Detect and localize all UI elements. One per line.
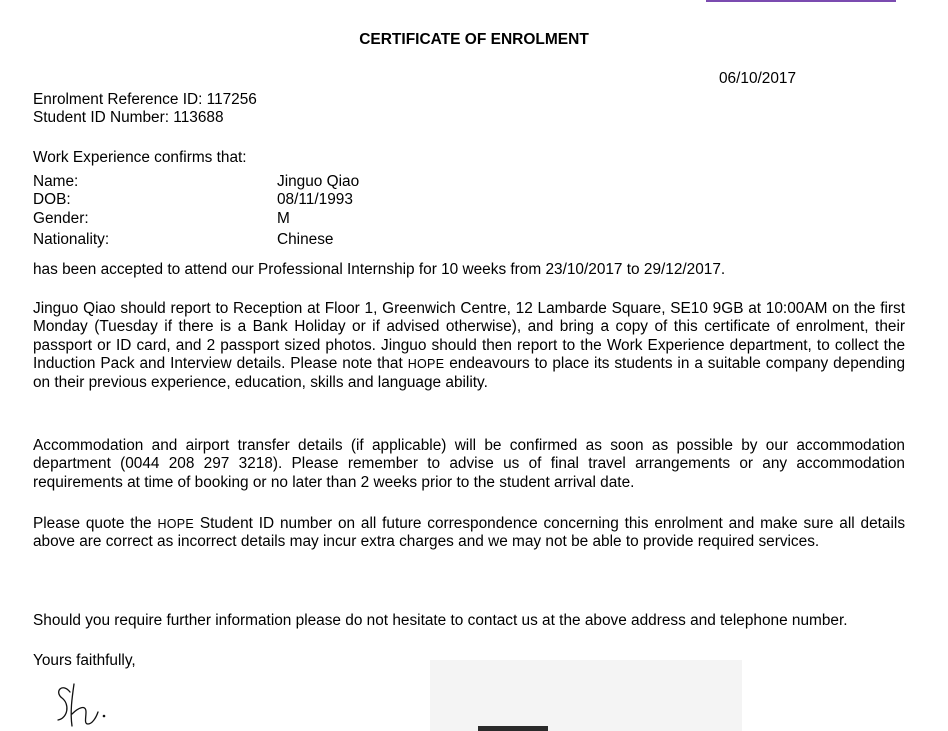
quote-text-continued: Student ID number on all future correspondence concerning this enrolment and make sure all details above are correct as incorrect details may incur extra charges and we may not be able to provide required services.	[33, 515, 906, 551]
nationality-label: Nationality:	[33, 231, 110, 248]
signature-image	[52, 678, 132, 731]
confirm-intro: Work Experience confirms that:	[33, 149, 247, 166]
top-accent-line	[706, 0, 896, 2]
student-id-number: Student ID Number: 113688	[33, 109, 224, 126]
nationality-value: Chinese	[277, 231, 334, 248]
name-value: Jinguo Qiao	[277, 173, 360, 190]
dob-label: DOB:	[33, 191, 71, 208]
quote-text: Please quote the	[33, 515, 152, 532]
reporting-text: Jinguo Qiao should report to Reception at Floor 1, Greenwich Centre, 12 Lambarde Square, SE10 9GB at 10:00AM on the first Monday (Tuesday if there is a Bank Holiday or if advised otherwise), and bring a copy of this certificate of enrolment, their passport or ID card, and 2 passport sized photos. Jinguo should then report to the Work Experience department, to collect the Induction Pack and Interview details. Please note that	[33, 300, 905, 373]
gender-value: M	[277, 210, 290, 227]
accommodation-paragraph: Accommodation and airport transfer details (if applicable) will be confirmed as soon as possible by our accommodation department (0044 208 297 3218). Please remember to advise us of final travel arrangements or any accommodation requirements at time of booking or no later than 2 weeks prior to the student arrival date.	[33, 437, 905, 491]
reporting-text-continued: endeavours to place its students in a suitable company depending on their previous experience, education, skills and language ability.	[33, 355, 906, 391]
enrolment-reference: Enrolment Reference ID: 117256	[33, 91, 257, 108]
dob-value: 08/11/1993	[277, 191, 353, 208]
stamp-mark	[478, 726, 548, 731]
document-date: 06/10/2017	[719, 70, 797, 87]
brand-name: HOPE	[407, 357, 445, 372]
accepted-statement: has been accepted to attend our Professional Internship for 10 weeks from 23/10/2017 to 29/12/2017.	[33, 261, 726, 278]
quote-id-paragraph	[33, 515, 905, 552]
name-label: Name:	[33, 173, 79, 190]
document-title: CERTIFICATE OF ENROLMENT	[359, 31, 589, 48]
reporting-paragraph	[33, 300, 905, 392]
gender-label: Gender:	[33, 210, 89, 227]
contact-line: Should you require further information please do not hesitate to contact us at the above address and telephone number.	[33, 612, 848, 629]
closing: Yours faithfully,	[33, 652, 136, 669]
stamp-area	[430, 660, 742, 731]
brand-name: HOPE	[157, 517, 195, 531]
